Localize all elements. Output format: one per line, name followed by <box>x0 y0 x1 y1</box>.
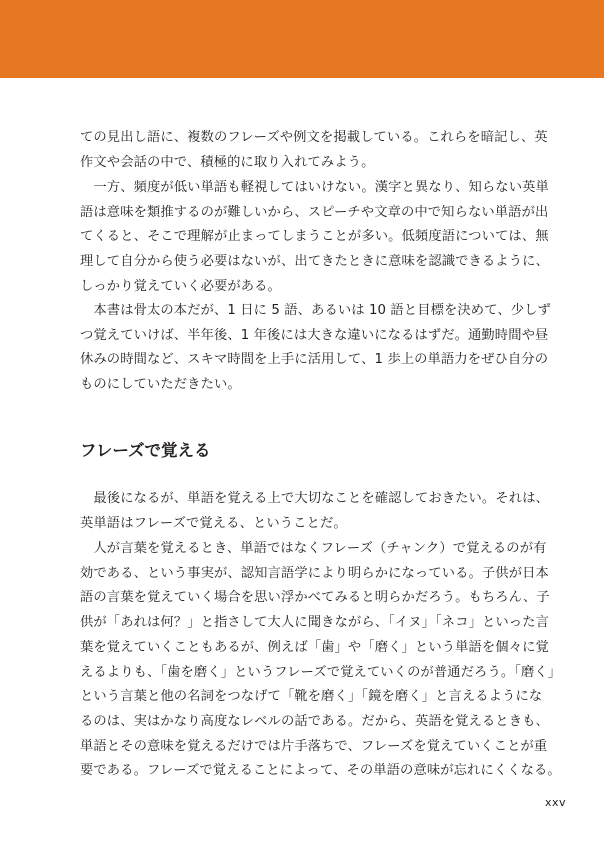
text-line: 本書は骨太の本だが、1 日に 5 語、あるいは 10 語と目標を決めて、少しず <box>80 303 551 318</box>
text-line: 要である。フレーズで覚えることによって、その単語の意味が忘れにくくなる。 <box>80 763 561 779</box>
text-line: 理して自分から使う必要はないが、出てきたときに意味を認識できるように、 <box>80 254 549 270</box>
section-paragraph-2 <box>80 537 562 784</box>
text-line: という言葉と他の名詞をつなげて「靴を磨く」「鏡を磨く」と言えるようにな <box>80 689 543 705</box>
text-line: ものにしていただきたい。 <box>80 377 241 393</box>
text-line: 一方、頻度が低い単語も軽視してはいけない。漢字と異なり、知らない英単 <box>80 180 549 195</box>
text-line: 効である、という事実が、認知言語学により明らかになっている。子供が日本 <box>80 565 549 581</box>
text-line: えるよりも、「歯を磨く」というフレーズで覚えていくのが普通だろう。「磨く」 <box>80 664 562 680</box>
text-line: てくると、そこで理解が止まってしまうことが多い。低頻度語については、無 <box>80 229 549 245</box>
text-line: 休みの時間など、スキマ時間を上手に活用して、1 歩上の単語力をぜひ自分の <box>80 352 549 368</box>
text-line: 単語とその意味を覚えるだけでは片手落ちで、フレーズを覚えていくことが重 <box>80 738 548 754</box>
text-line: 英単語はフレーズで覚える、ということだ。 <box>80 515 347 531</box>
text-line: 作文や会話の中で、積極的に取り入れてみよう。 <box>80 154 375 170</box>
text-line: 供が「あれは何？」と指さして大人に聞きながら、「イヌ」「ネコ」といった言 <box>80 615 549 631</box>
text-line: 語は意味を類推するのが難しいから、スピーチや文章の中で知らない単語が出 <box>80 204 549 220</box>
text-line: 語の言葉を覚えていく場合を思い浮かべてみると明らかだろう。もちろん、子 <box>80 590 550 606</box>
text-line: しっかり覚えていく必要がある。 <box>80 278 281 294</box>
page-number: xxv <box>544 796 566 809</box>
body-paragraph-1 <box>80 126 548 175</box>
body-paragraph-3 <box>80 299 551 398</box>
text-line: るのは、実はかなり高度なレベルの話である。だから、英語を覚えるときも、 <box>80 713 549 729</box>
section-heading: フレーズで覚える <box>80 441 211 460</box>
section-paragraph-1 <box>80 487 549 536</box>
body-paragraph-2 <box>80 176 549 300</box>
text-line: 葉を覚えていくこともあるが、例えば「歯」や「磨く」という単語を個々に覚 <box>80 639 549 655</box>
text-line: つ覚えていけば、半年後、1 年後には大きな違いになるはずだ。通勤時間や昼 <box>80 327 549 343</box>
text-line: ての見出し語に、複数のフレーズや例文を掲載している。これらを暗記し、英 <box>80 130 548 145</box>
text-line: 人が言葉を覚えるとき、単語ではなくフレーズ（チャンク）で覚えるのが有 <box>80 541 547 556</box>
text-line: 最後になるが、単語を覚える上で大切なことを確認しておきたい。それは、 <box>80 491 549 506</box>
header-color-band <box>0 0 604 78</box>
